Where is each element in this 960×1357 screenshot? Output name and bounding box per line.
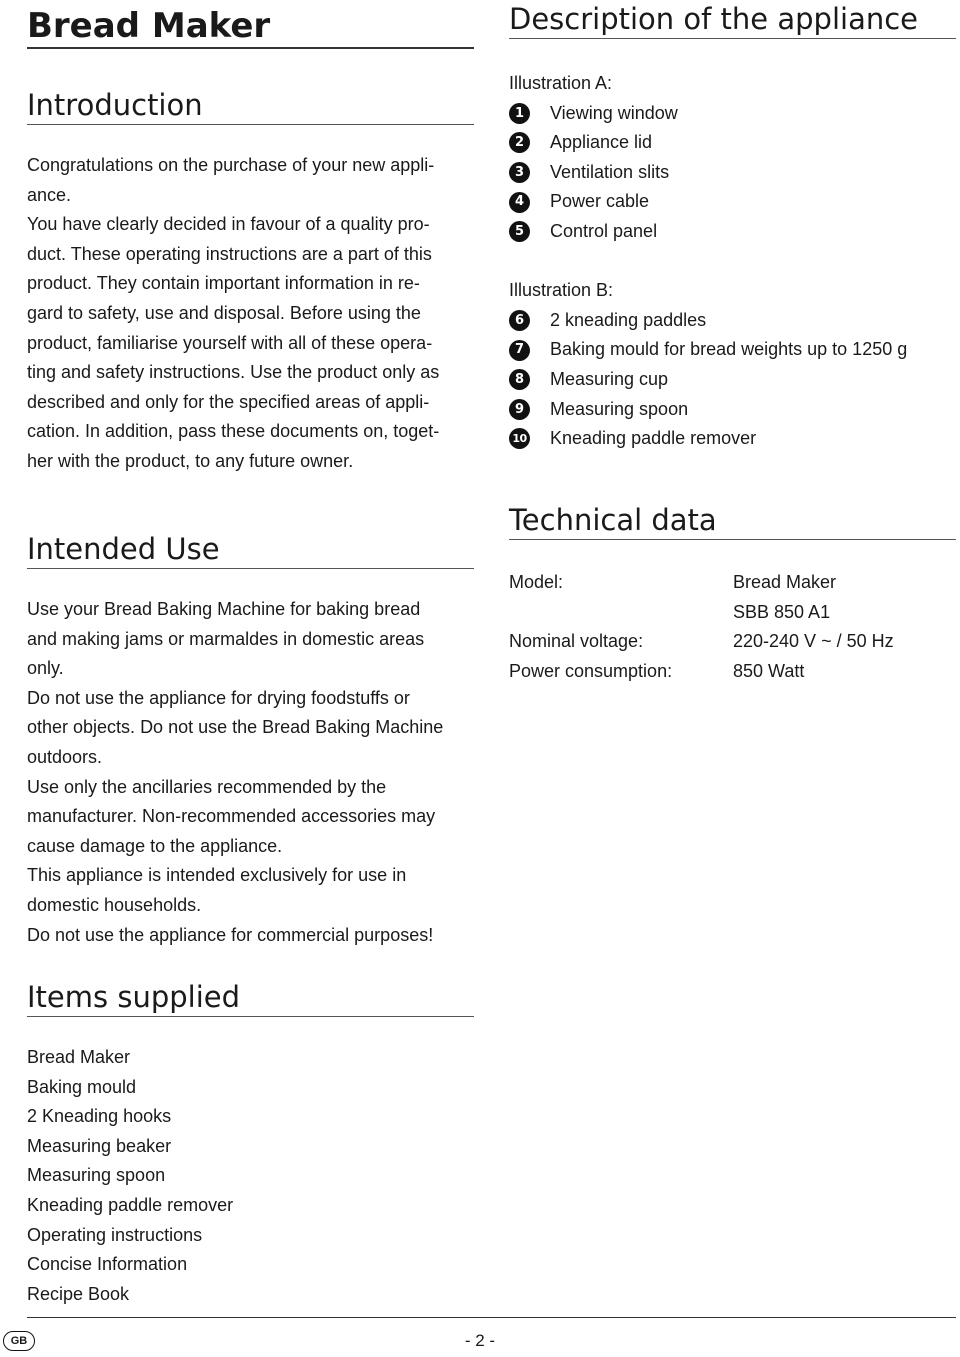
number-badge: 3: [509, 162, 530, 183]
text-line: only.: [27, 658, 64, 679]
list-item: [509, 158, 956, 188]
item-label: Kneading paddle remover: [550, 428, 757, 449]
text-line: gard to safety, use and disposal. Before using the: [27, 302, 421, 323]
text-line: Congratulations on the purchase of your new appli-: [27, 155, 435, 175]
list-item: [509, 128, 956, 158]
list-item: [509, 217, 956, 247]
number-badge: 6: [509, 310, 530, 331]
list-item: [509, 365, 956, 395]
list-item: [509, 99, 956, 129]
list-item: [509, 187, 956, 217]
tech-label: [509, 598, 733, 628]
item-label: Baking mould for bread weights up to 1250 g: [550, 339, 908, 360]
list-item: [509, 395, 956, 425]
item-label: Ventilation slits: [550, 161, 670, 182]
introduction-text: [27, 151, 474, 477]
list-item: Operating instructions: [27, 1224, 203, 1245]
country-badge: GB: [3, 1331, 35, 1351]
text-line: Use your Bread Baking Machine for baking bread: [27, 599, 421, 619]
intended-use-heading: Intended Use: [27, 532, 474, 569]
item-label: Viewing window: [550, 102, 678, 123]
text-line: This appliance is intended exclusively for use in: [27, 865, 407, 886]
list-item: 2 Kneading hooks: [27, 1106, 172, 1127]
text-line: cation. In addition, pass these documents on, toget-: [27, 421, 440, 442]
description-heading: Description of the appliance: [509, 2, 956, 39]
tech-label: Power consumption:: [509, 660, 673, 681]
left-column: [27, 0, 474, 1304]
illustration-b-list: [509, 306, 956, 454]
list-item: [509, 424, 956, 454]
list-item: Measuring spoon: [27, 1165, 166, 1186]
list-item: [509, 306, 956, 336]
number-badge: 2: [509, 132, 530, 153]
text-line: ance.: [27, 184, 72, 205]
tech-value: 220-240 V ~ / 50 Hz: [733, 631, 894, 652]
number-badge: 1: [509, 103, 530, 124]
text-line: her with the product, to any future owner.: [27, 450, 354, 471]
text-line: manufacturer. Non-recommended accessories may: [27, 806, 436, 827]
list-item: [509, 335, 956, 365]
page-number: - 2 -: [464, 1331, 496, 1350]
intended-use-text: [27, 595, 474, 950]
technical-data-heading: Technical data: [509, 503, 956, 540]
item-label: Control panel: [550, 220, 658, 241]
list-item: Kneading paddle remover: [27, 1194, 234, 1215]
number-badge: 10: [509, 428, 530, 449]
number-badge: 8: [509, 369, 530, 390]
list-item: Concise Information: [27, 1254, 188, 1275]
text-line: domestic households.: [27, 894, 202, 915]
number-badge: 5: [509, 221, 530, 242]
text-line: ting and safety instructions. Use the product only as: [27, 362, 440, 383]
list-item: Recipe Book: [27, 1283, 130, 1304]
item-label: Appliance lid: [550, 132, 653, 153]
illustration-a-label: Illustration A:: [509, 73, 613, 93]
items-supplied-heading: Items supplied: [27, 980, 474, 1017]
item-label: Measuring cup: [550, 368, 669, 389]
text-line: product. They contain important information in re-: [27, 273, 420, 294]
intended-use-section: [27, 532, 474, 950]
text-line: product, familiarise yourself with all of these opera-: [27, 332, 433, 353]
tech-value: Bread Maker: [733, 572, 837, 592]
illustration-a-list: [509, 99, 956, 247]
text-line: cause damage to the appliance.: [27, 835, 283, 856]
tech-label: Nominal voltage:: [509, 631, 644, 652]
technical-data-table: [509, 568, 956, 686]
text-line: duct. These operating instructions are a part of this: [27, 243, 432, 264]
text-line: and making jams or marmaldes in domestic areas: [27, 628, 425, 649]
number-badge: 4: [509, 192, 530, 213]
introduction-heading: Introduction: [27, 88, 474, 125]
text-line: outdoors.: [27, 746, 103, 767]
number-badge: 7: [509, 340, 530, 361]
technical-data-section: [509, 503, 956, 686]
footer-divider: [27, 1317, 956, 1318]
text-line: Do not use the appliance for commercial purposes!: [27, 924, 434, 945]
items-supplied-list: [27, 1043, 474, 1309]
text-line: Use only the ancillaries recommended by the: [27, 776, 387, 797]
item-label: 2 kneading paddles: [550, 309, 707, 330]
tech-value: 850 Watt: [733, 660, 805, 681]
items-supplied-section: [27, 980, 474, 1309]
list-item: Bread Maker: [27, 1047, 131, 1067]
illustration-b-label: Illustration B:: [509, 280, 614, 301]
text-line: Do not use the appliance for drying foodstuffs or: [27, 687, 410, 708]
document-title: Bread Maker: [27, 0, 474, 49]
introduction-section: [27, 88, 474, 477]
text-line: described and only for the specified areas of appli-: [27, 391, 430, 412]
tech-value: SBB 850 A1: [733, 601, 831, 622]
item-label: Power cable: [550, 191, 650, 212]
tech-label: Model:: [509, 572, 564, 592]
item-label: Measuring spoon: [550, 398, 689, 419]
list-item: Baking mould: [27, 1076, 137, 1097]
text-line: You have clearly decided in favour of a quality pro-: [27, 214, 430, 235]
text-line: other objects. Do not use the Bread Baking Machine: [27, 717, 444, 738]
number-badge: 9: [509, 399, 530, 420]
description-section: [509, 2, 956, 454]
list-item: Measuring beaker: [27, 1135, 172, 1156]
